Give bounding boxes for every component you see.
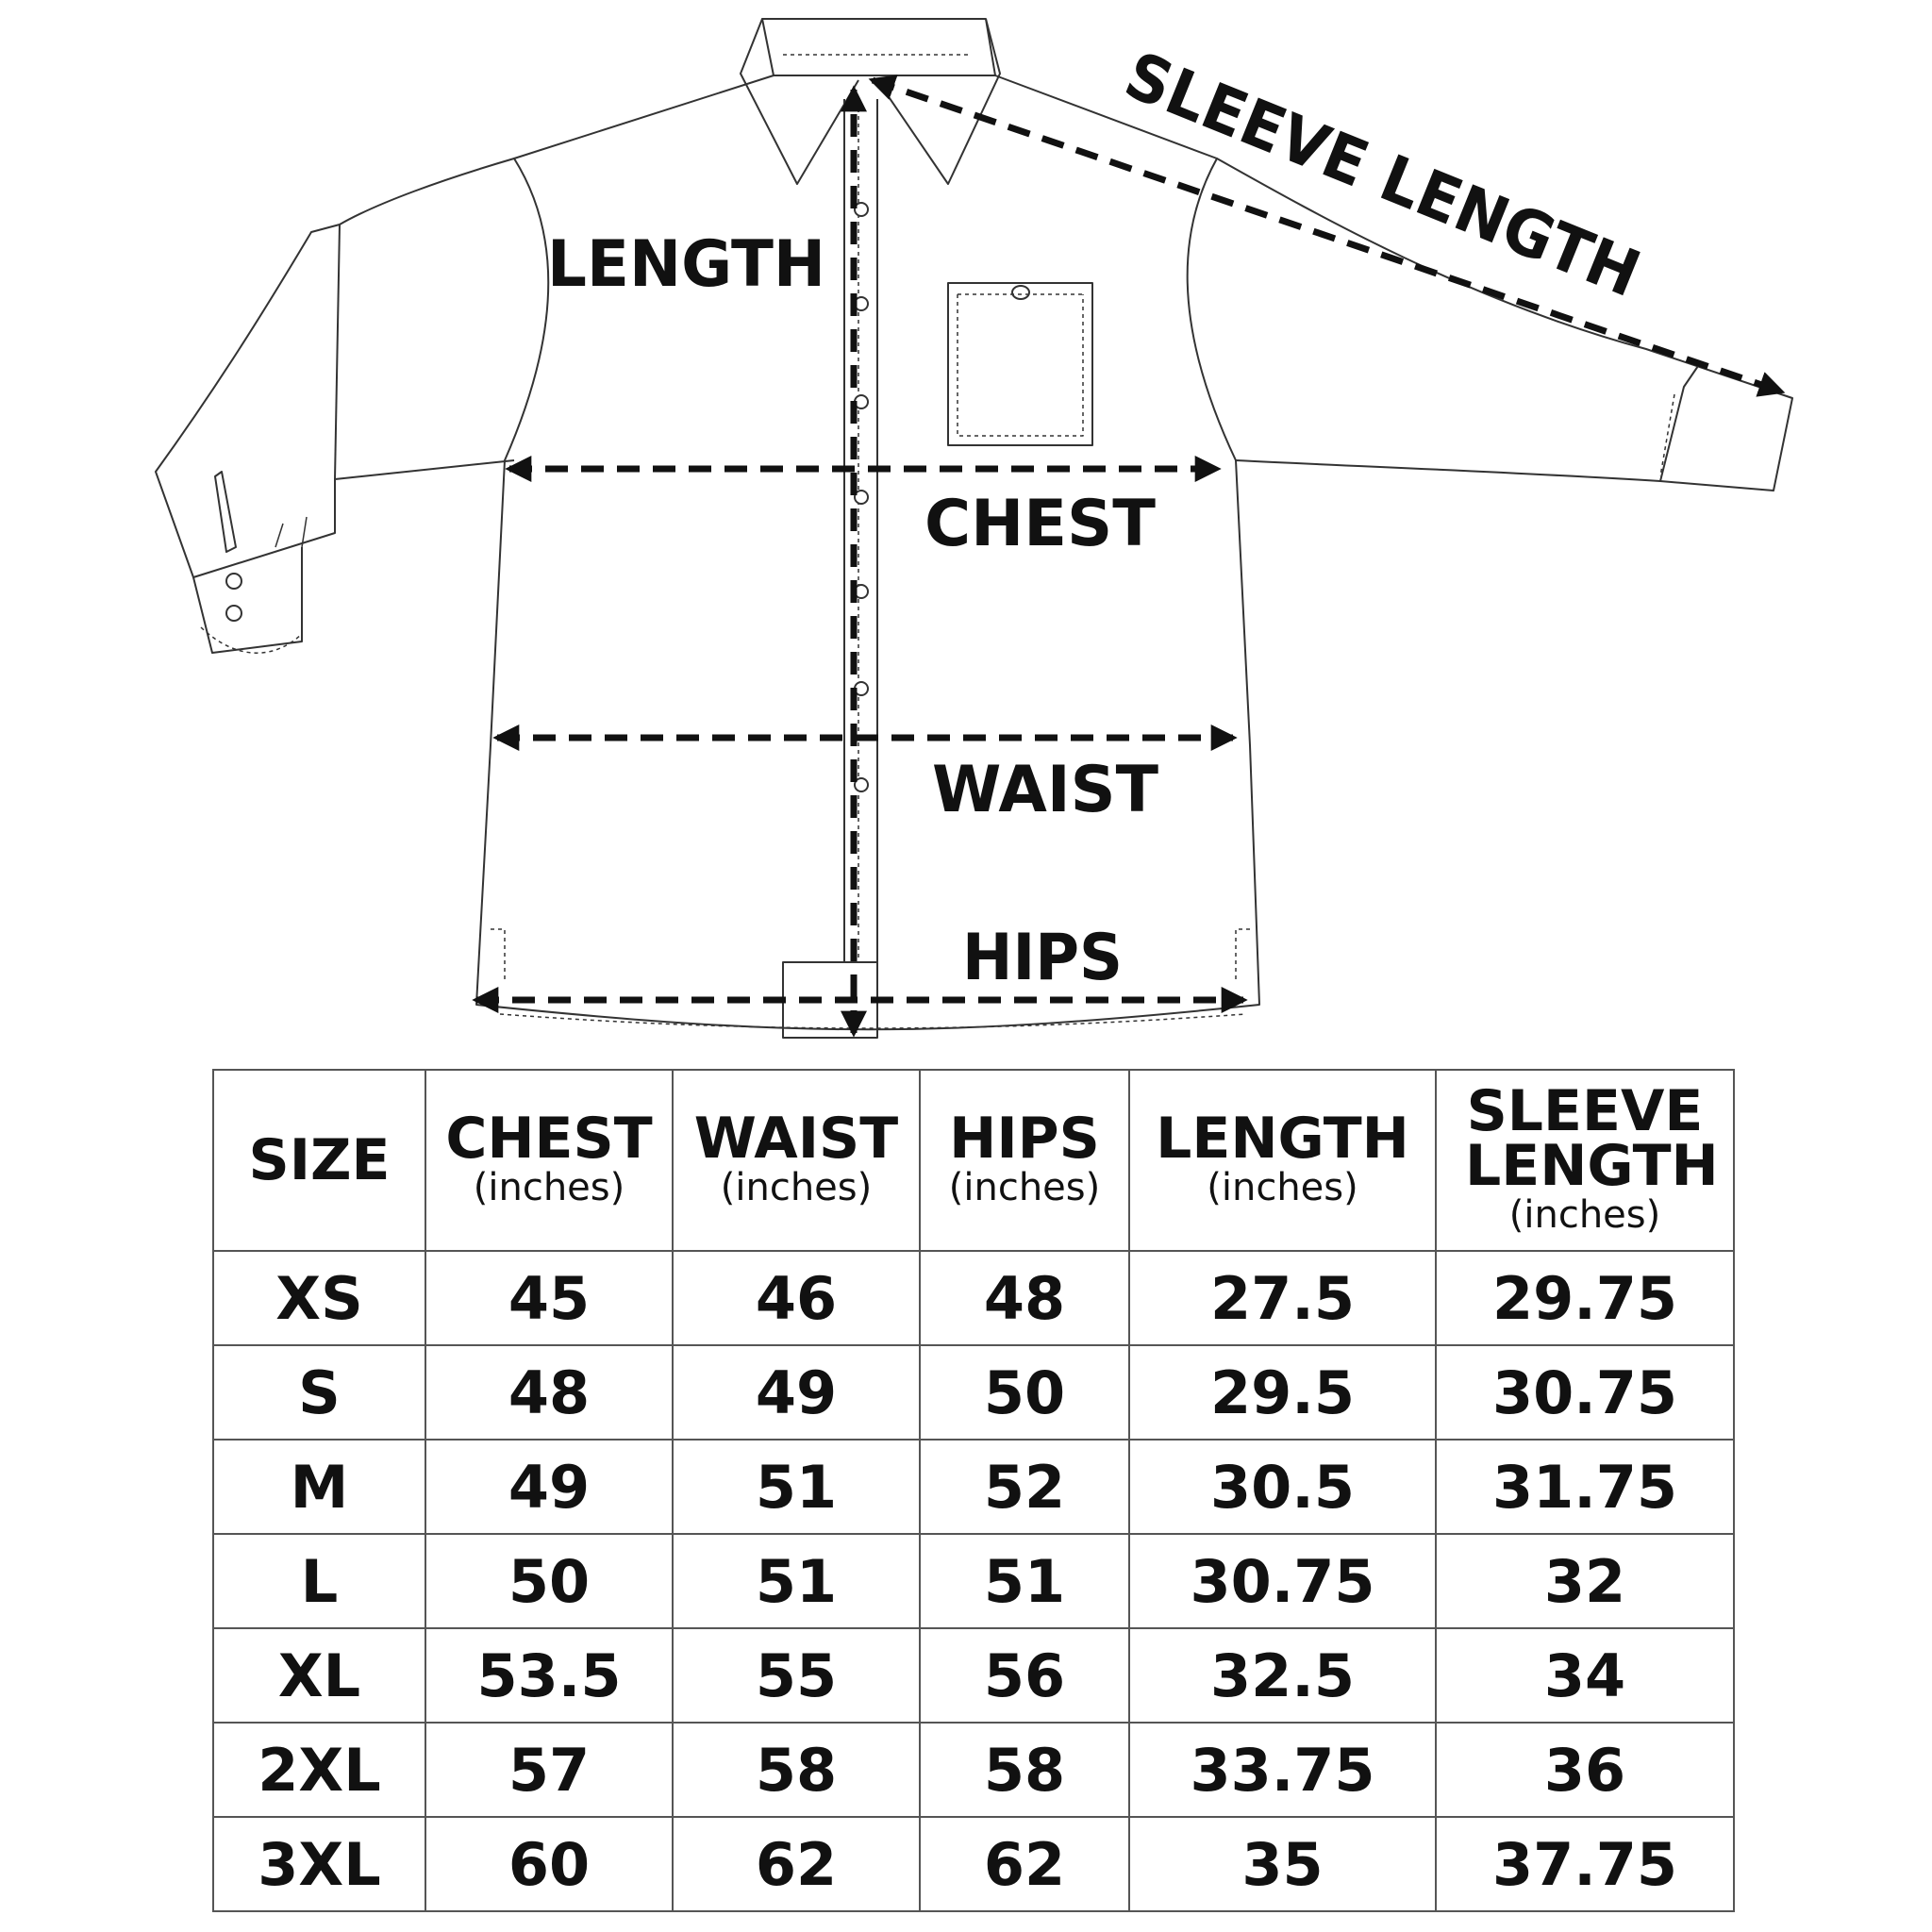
cell-length: 30.5 [1129, 1440, 1436, 1534]
table-row [213, 1723, 1734, 1817]
table-row [213, 1440, 1734, 1534]
cell-sleeve-length: 30.75 [1436, 1345, 1734, 1440]
header-sleeve-length: SLEEVE LENGTH (inches) [1436, 1070, 1734, 1251]
cell-size: S [213, 1345, 425, 1440]
cell-length: 30.75 [1129, 1534, 1436, 1628]
cell-size: L [213, 1534, 425, 1628]
header-hips: HIPS (inches) [920, 1070, 1129, 1251]
cell-chest: 57 [425, 1723, 673, 1817]
cell-hips: 51 [920, 1534, 1129, 1628]
cell-hips: 50 [920, 1345, 1129, 1440]
cell-sleeve-length: 37.75 [1436, 1817, 1734, 1911]
table-row [213, 1251, 1734, 1345]
cell-hips: 52 [920, 1440, 1129, 1534]
cell-hips: 48 [920, 1251, 1129, 1345]
cell-chest: 53.5 [425, 1628, 673, 1723]
cell-length: 35 [1129, 1817, 1436, 1911]
hips-label: HIPS [962, 921, 1123, 995]
size-chart-table [212, 1069, 1735, 1912]
cell-hips: 56 [920, 1628, 1129, 1723]
cell-length: 27.5 [1129, 1251, 1436, 1345]
cell-sleeve-length: 29.75 [1436, 1251, 1734, 1345]
cell-chest: 60 [425, 1817, 673, 1911]
cell-size: XS [213, 1251, 425, 1345]
cell-chest: 49 [425, 1440, 673, 1534]
cell-hips: 58 [920, 1723, 1129, 1817]
cell-chest: 50 [425, 1534, 673, 1628]
cell-chest: 48 [425, 1345, 673, 1440]
cell-length: 33.75 [1129, 1723, 1436, 1817]
cell-sleeve-length: 31.75 [1436, 1440, 1734, 1534]
cell-waist: 55 [673, 1628, 920, 1723]
cell-sleeve-length: 32 [1436, 1534, 1734, 1628]
length-label: LENGTH [547, 227, 825, 302]
sleeve-length-label: SLEEVE LENGTH [1114, 38, 1679, 325]
cell-size: 2XL [213, 1723, 425, 1817]
waist-label: WAIST [932, 753, 1159, 827]
table-row [213, 1345, 1734, 1440]
cell-sleeve-length: 34 [1436, 1628, 1734, 1723]
cell-chest: 45 [425, 1251, 673, 1345]
header-chest: CHEST (inches) [425, 1070, 673, 1251]
cell-length: 29.5 [1129, 1345, 1436, 1440]
cell-hips: 62 [920, 1817, 1129, 1911]
header-waist: WAIST (inches) [673, 1070, 920, 1251]
table-row [213, 1534, 1734, 1628]
table-header [213, 1070, 1734, 1251]
cell-waist: 51 [673, 1534, 920, 1628]
chest-label: CHEST [924, 487, 1157, 561]
table-row [213, 1628, 1734, 1723]
header-size: SIZE [213, 1070, 425, 1251]
cell-waist: 49 [673, 1345, 920, 1440]
table-row [213, 1817, 1734, 1911]
cell-size: 3XL [213, 1817, 425, 1911]
cell-length: 32.5 [1129, 1628, 1436, 1723]
cell-waist: 46 [673, 1251, 920, 1345]
cell-waist: 51 [673, 1440, 920, 1534]
cell-waist: 62 [673, 1817, 920, 1911]
header-length: LENGTH (inches) [1129, 1070, 1436, 1251]
cell-waist: 58 [673, 1723, 920, 1817]
table-body [213, 1251, 1734, 1911]
cell-sleeve-length: 36 [1436, 1723, 1734, 1817]
cell-size: XL [213, 1628, 425, 1723]
cell-size: M [213, 1440, 425, 1534]
